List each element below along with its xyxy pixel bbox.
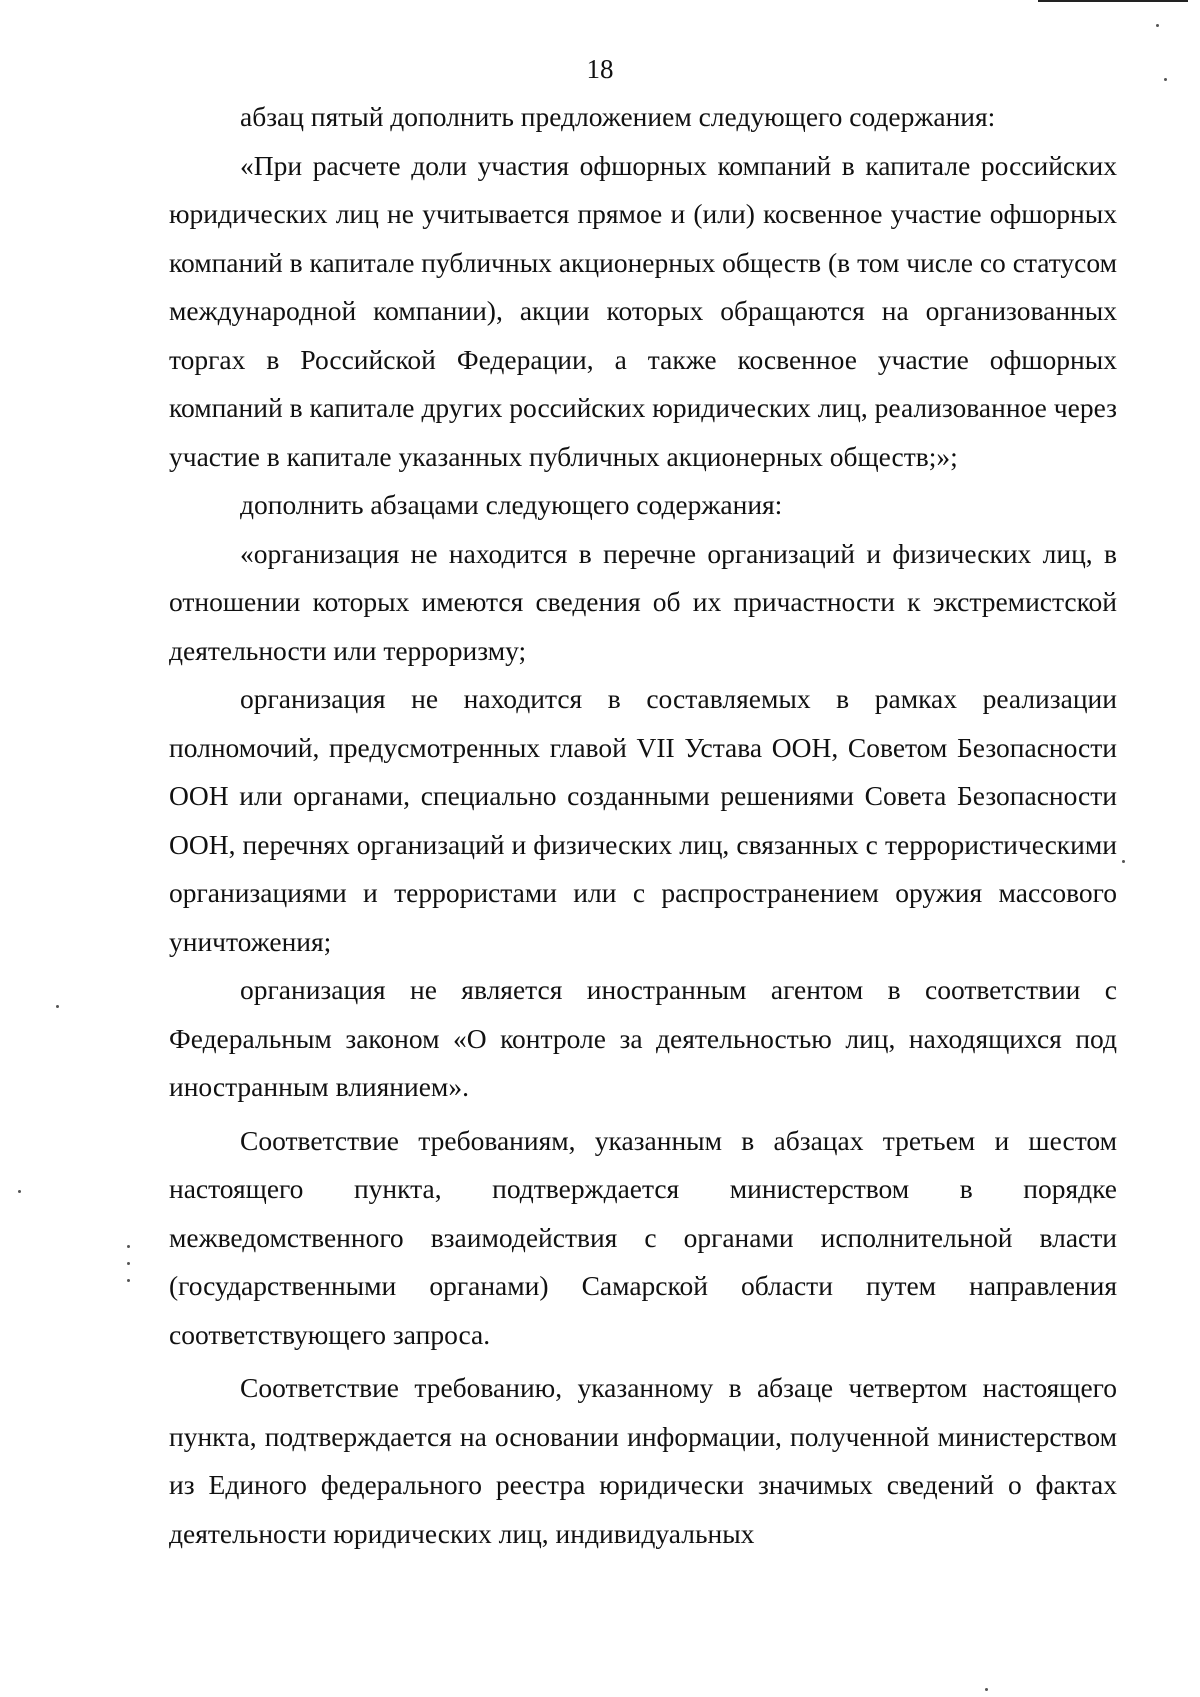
- scan-speck: [127, 1262, 130, 1265]
- scan-speck: [56, 1005, 59, 1008]
- scan-speck: [127, 1279, 130, 1282]
- scan-speck: [18, 1190, 21, 1193]
- scan-speck: [1122, 860, 1125, 863]
- paragraph-7: Соответствие требованиям, указанным в абзацах третьем и шестом настоящего пункта, подтверждается министерством в порядке межведомственного взаимодействия с органами исполнительной власти (государственными органами) Самарской области путем направления соответствующего запроса.: [169, 1124, 1117, 1350]
- scan-speck: [1164, 78, 1167, 81]
- paragraph-2: «При расчете доли участия офшорных компаний в капитале российских юридических лиц не учитывается прямое и (или) косвенное участие офшорных компаний в капитале публичных акционерных обществ (в том числе со статусом международной компании), акции которых обращаются на организованных торгах в Российской Федерации, а также косвенное участие офшорных компаний в капитале других российских юридических лиц, реализованное через участие в капитале указанных публичных акционерных обществ;»;: [169, 149, 1117, 472]
- paragraph-6: организация не является иностранным агентом в соответствии с Федеральным законом «О контроле за деятельностью лиц, находящихся под иностранным влиянием».: [169, 974, 1117, 1102]
- paragraph-4: «организация не находится в перечне организаций и физических лиц, в отношении которых имеются сведения об их причастности к экстремистской деятельности или терроризму;: [169, 537, 1117, 666]
- scan-speck: [127, 1245, 130, 1248]
- scan-speck: [985, 1688, 988, 1691]
- document-body: [169, 93, 1117, 1558]
- paragraph-5: организация не находится в составляемых в рамках реализации полномочий, предусмотренных главой VII Устава ООН, Советом Безопасности ООН или органами, специально созданными решениями Совета Безопасности ООН, перечнях организаций и физических лиц, связанных с террористическими организациями и террористами или с распространением оружия массового уничтожения;: [169, 683, 1117, 957]
- scan-speck: [1156, 24, 1159, 27]
- paragraph-3: дополнить абзацами следующего содержания:: [240, 489, 783, 520]
- paragraph-8: Соответствие требованию, указанному в абзаце четвертом настоящего пункта, подтверждается на основании информации, полученной министерством из Единого федерального реестра юридически значимых сведений о фактах деятельности юридических лиц, индивидуальных: [169, 1372, 1117, 1549]
- paragraph-1: абзац пятый дополнить предложением следующего содержания:: [240, 101, 996, 132]
- page-number: 18: [586, 54, 614, 84]
- top-edge-rule: [1038, 0, 1188, 2]
